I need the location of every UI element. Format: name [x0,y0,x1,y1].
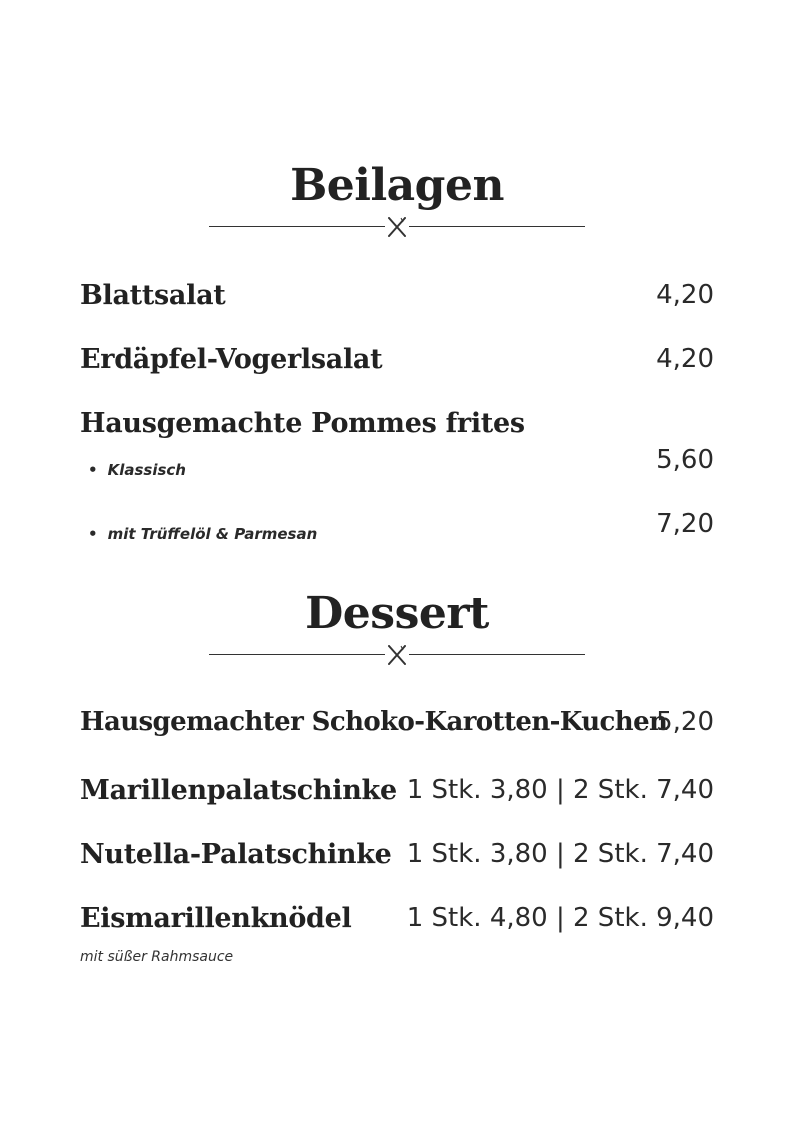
divider-line-right [409,226,585,227]
menu-item-option-price: 5,60 [656,445,714,475]
divider-line-left [209,226,385,227]
menu-item-price: 1 Stk. 4,80 | 2 Stk. 9,40 [406,903,714,933]
menu-item-price: 4,20 [656,280,714,310]
section-divider-beilagen [209,217,585,237]
menu-item-name: Eismarillenknödel [80,903,352,934]
section-divider-dessert [209,645,585,665]
menu-item-name: Marillenpalatschinke [80,775,397,806]
menu-item-option-price: 7,20 [656,509,714,539]
menu-item-option: • Klassisch [88,461,186,479]
cutlery-cross-icon [386,645,408,665]
menu-item-option: • mit Trüffelöl & Parmesan [88,525,317,543]
cutlery-cross-icon [386,217,408,237]
menu-item-name: Hausgemachte Pommes frites [80,408,525,439]
divider-line-right [409,654,585,655]
menu-item-price: 5,20 [656,707,714,737]
menu-item-name: Hausgemachter Schoko-Karotten-Kuchen [80,707,668,737]
menu-item-name: Erdäpfel-Vogerlsalat [80,344,383,375]
menu-item-name: Nutella-Palatschinke [80,839,392,870]
divider-line-left [209,654,385,655]
menu-item-price: 1 Stk. 3,80 | 2 Stk. 7,40 [406,775,714,805]
section-title-dessert: Dessert [305,588,489,639]
menu-item-price: 4,20 [656,344,714,374]
menu-item-price: 1 Stk. 3,80 | 2 Stk. 7,40 [406,839,714,869]
menu-item-note: mit süßer Rahmsauce [80,949,234,965]
menu-item-name: Blattsalat [80,280,226,311]
section-title-beilagen: Beilagen [290,160,504,211]
